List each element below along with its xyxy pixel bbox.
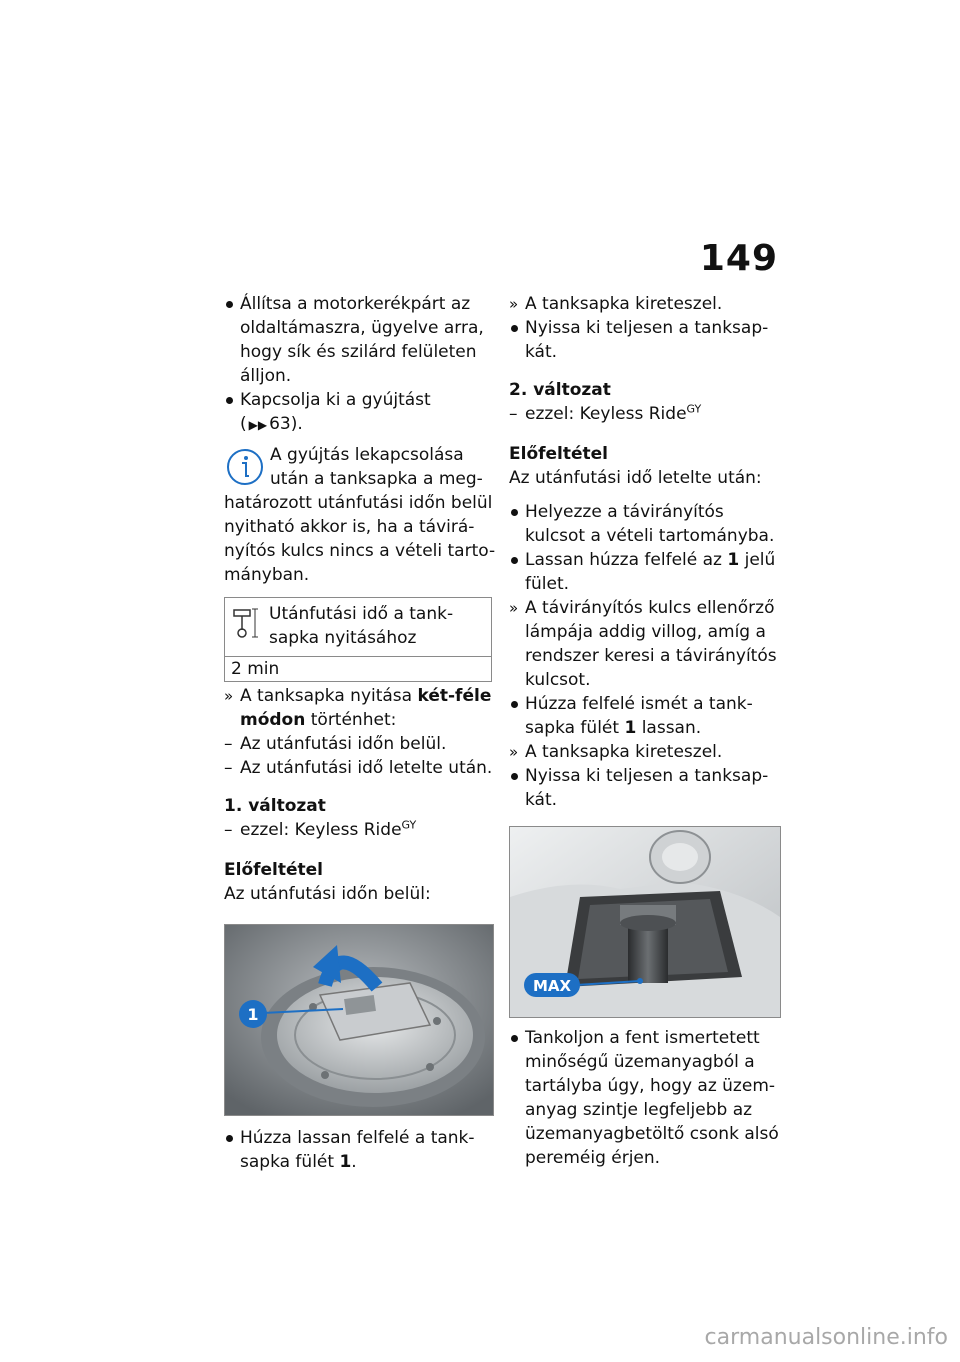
- page-reference-link[interactable]: 63).: [269, 414, 303, 434]
- list-item: A tanksapka kireteszel.: [525, 294, 723, 314]
- list-item: [224, 292, 496, 388]
- section-heading: 2. változat: [509, 380, 611, 400]
- list-item: Helyezze a távirányítós kulcsot a vételi tartományba.: [525, 502, 775, 546]
- note-text: A gyújtás lekapcsolása után a tanksapka a meg-határozott utánfutási időn belül nyitható akkor is, ha a távirá-nyítós kulcs nincs a vételi tarto-mányban.: [224, 445, 496, 585]
- section-heading: 1. változat: [224, 796, 326, 816]
- fuel-cap-illustration: [225, 925, 493, 1115]
- right-column: [509, 292, 783, 1170]
- list-item: A távirányítós kulcs ellenőrző lámpája addig villog, amíg a rendszer keresi a távirányítós kulcsot.: [525, 598, 777, 690]
- fuel-cap-timer-icon: [230, 606, 260, 640]
- info-icon: [224, 445, 266, 489]
- list-item: Az utánfutási időn belül.: [240, 734, 447, 754]
- fuel-filler-figure: [509, 826, 781, 1018]
- fuel-cap-figure: [224, 924, 494, 1116]
- list-item: Az utánfutási idő letelte után.: [240, 758, 493, 778]
- spec-table: [224, 597, 492, 682]
- list-item: Húzza felfelé ismét a tank-sapka fülét 1 lassan.: [525, 694, 753, 738]
- list-item: Kapcsolja ki a gyújtást ( ▶▶ 63).: [224, 388, 496, 437]
- list-item: A tanksapka kireteszel.: [525, 742, 723, 762]
- spec-label: Utánfutási idő a tank-sapka nyitásához: [269, 604, 454, 648]
- instruction-text: Kapcsolja ki a gyújtást: [240, 390, 431, 410]
- list-item: Húzza lassan felfelé a tank-sapka fülét 1.: [240, 1128, 475, 1172]
- page-number: 149: [699, 238, 778, 279]
- precondition-text: Az utánfutási időn belül:: [224, 884, 431, 904]
- list-item: Nyissa ki teljesen a tanksap-kát.: [525, 318, 769, 362]
- info-note: [224, 443, 496, 587]
- instruction-text: Állítsa a motorkerékpárt az oldaltámaszra, ügyelve arra, hogy sík és szilárd felületen álljon.: [240, 294, 484, 386]
- left-column: [224, 292, 496, 1174]
- watermark: carmanualsonline.info: [704, 1325, 948, 1350]
- list-item: Nyissa ki teljesen a tanksap-kát.: [525, 766, 769, 810]
- list-item: ezzel: Keyless Ride$^{GY}$: [525, 402, 702, 424]
- page-reference-arrow-icon: ▶▶: [248, 418, 268, 432]
- list-item: Tankoljon a fent ismertetett minőségű üzemanyagból a tartályba úgy, hogy az üzem-anyag szintje legfeljebb az üzemanyagbetöltő csonk alsó pereméig érjen.: [525, 1028, 779, 1168]
- spec-value: 2 min: [231, 659, 280, 679]
- list-item: Lassan húzza felfelé az 1 jelű fület.: [525, 550, 776, 594]
- list-item: A tanksapka nyitása két-féle módon történhet:: [240, 686, 492, 730]
- list-item: ezzel: Keyless Ride$^{GY}$: [240, 818, 417, 840]
- figure-label-1: 1: [247, 1005, 259, 1024]
- fuel-filler-illustration: [510, 827, 780, 1017]
- precondition-heading: Előfeltétel: [509, 444, 609, 464]
- precondition-text: Az utánfutási idő letelte után:: [509, 468, 762, 488]
- precondition-heading: Előfeltétel: [224, 860, 324, 880]
- figure-label-max: MAX: [532, 977, 572, 995]
